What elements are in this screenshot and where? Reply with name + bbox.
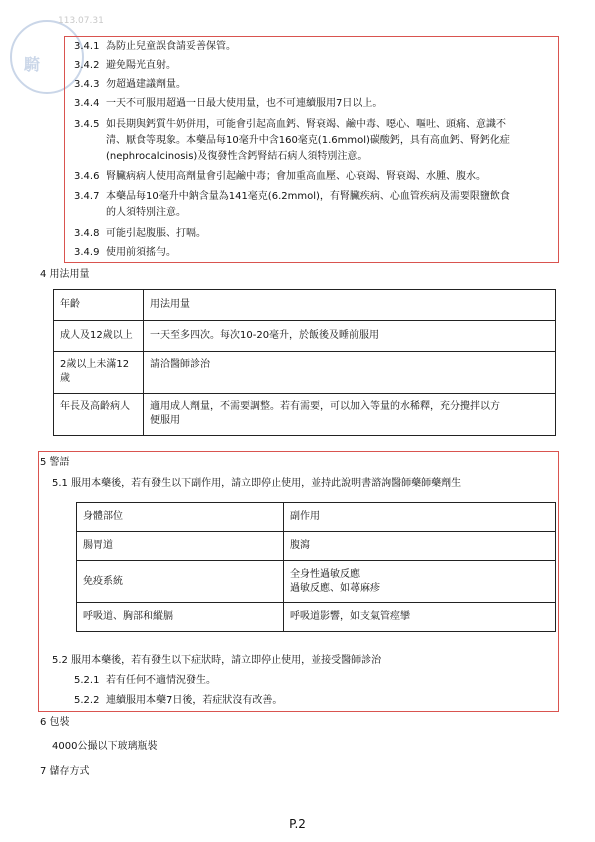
table-cell <box>284 561 556 603</box>
section4-heading: 4 用法用量 <box>40 269 90 280</box>
page-number: P.2 <box>289 817 306 831</box>
table-cell: 呼吸道影響，如支氣管痙攣 <box>284 603 556 632</box>
cell-line: 歲 <box>60 373 70 384</box>
table-header-cell: 年齡 <box>54 290 144 321</box>
item-number: 3.4.7 <box>74 191 100 202</box>
item-text: 腎臟病病人使用高劑量會引起鹼中毒；會加重高血壓、心衰竭、腎衰竭、水腫、腹水。 <box>106 171 486 182</box>
item-number: 3.4.8 <box>74 228 100 239</box>
table-cell: 請洽醫師診治 <box>144 352 556 394</box>
item-number: 3.4.3 <box>74 79 100 90</box>
section7-heading: 7 儲存方式 <box>40 766 90 777</box>
table-cell: 一天至多四次。每次10-20毫升，於飯後及睡前服用 <box>144 321 556 352</box>
dosage-table <box>53 289 556 436</box>
seal-text: 騎 <box>24 55 43 74</box>
item-text: 避免陽光直射。 <box>106 60 176 71</box>
packaging-text: 4000公撮以下玻璃瓶裝 <box>52 741 158 752</box>
table-cell: 年長及高齡病人 <box>54 394 144 436</box>
item-text-line: (nephrocalcinosis)及復發性含鈣腎結石病人須特別注意。 <box>106 151 368 162</box>
side-effects-table <box>76 502 556 632</box>
item-text-line: 的人須特別注意。 <box>106 207 186 218</box>
table-row <box>77 532 556 561</box>
item-text-line: 本藥品每10毫升中鈉含量為141毫克(6.2mmol)，有腎臟疾病、心血管疾病及需要限鹽飲食 <box>106 191 510 202</box>
item-text: 勿超過建議劑量。 <box>106 79 186 90</box>
cell-line: 適用成人劑量，不需要調整。若有需要，可以加入等量的水稀釋，充分攪拌以方 <box>150 401 500 412</box>
cell-line: 全身性過敏反應 <box>290 568 360 580</box>
item-text: 連續服用本藥7日後，若症狀沒有改善。 <box>106 695 283 706</box>
table-row <box>77 503 556 532</box>
item-number: 5.2.1 <box>74 675 100 686</box>
item-text: 若有任何不適情況發生。 <box>106 675 216 686</box>
item-text: 可能引起腹脹、打嗝。 <box>106 228 206 239</box>
item-number: 3.4.6 <box>74 171 100 182</box>
table-header-cell: 身體部位 <box>77 503 284 532</box>
item-text: 為防止兒童誤食請妥善保管。 <box>106 41 236 52</box>
table-row <box>54 394 556 436</box>
item-text-line: 清、厭食等現象。本藥品每10毫升中含160毫克(1.6mmol)碳酸鈣，具有高血鈣、腎鈣化症 <box>106 135 510 146</box>
cell-line: 便服用 <box>150 415 180 426</box>
table-cell <box>54 352 144 394</box>
item-number: 3.4.5 <box>74 119 100 130</box>
table-cell: 腸胃道 <box>77 532 284 561</box>
section5-heading: 5 警語 <box>40 457 70 468</box>
header-date: 113.07.31 <box>58 16 104 26</box>
section6-heading: 6 包裝 <box>40 717 70 728</box>
section5-2-text: 5.2 服用本藥後，若有發生以下症狀時，請立即停止使用，並接受醫師診治 <box>52 655 382 666</box>
table-cell: 免疫系統 <box>77 561 284 603</box>
item-text: 一天不可服用超過一日最大使用量，也不可連續服用7日以上。 <box>106 98 383 109</box>
item-number: 5.2.2 <box>74 695 100 706</box>
table-row <box>54 352 556 394</box>
table-cell: 呼吸道、胸部和縱膈 <box>77 603 284 632</box>
item-text: 使用前須搖勻。 <box>106 247 176 258</box>
table-cell <box>144 394 556 436</box>
section5-1-text: 5.1 服用本藥後，若有發生以下副作用，請立即停止使用，並持此說明書諮詢醫師藥師藥劑生 <box>52 478 462 489</box>
table-row <box>77 561 556 603</box>
table-cell: 腹瀉 <box>284 532 556 561</box>
table-row <box>54 290 556 321</box>
table-row <box>54 321 556 352</box>
table-header-cell: 副作用 <box>284 503 556 532</box>
cell-line: 過敏反應、如蕁麻疹 <box>290 582 380 594</box>
item-number: 3.4.4 <box>74 98 100 109</box>
cell-line: 2歲以上未滿12 <box>60 359 130 370</box>
table-header-cell: 用法用量 <box>144 290 556 321</box>
item-number: 3.4.2 <box>74 60 100 71</box>
item-number: 3.4.1 <box>74 41 100 52</box>
item-number: 3.4.9 <box>74 247 100 258</box>
table-cell: 成人及12歲以上 <box>54 321 144 352</box>
table-row <box>77 603 556 632</box>
item-text-line: 如長期與鈣質牛奶併用，可能會引起高血鈣、腎衰竭、鹼中毒、噁心、嘔吐、頭痛、意識不 <box>106 119 506 130</box>
